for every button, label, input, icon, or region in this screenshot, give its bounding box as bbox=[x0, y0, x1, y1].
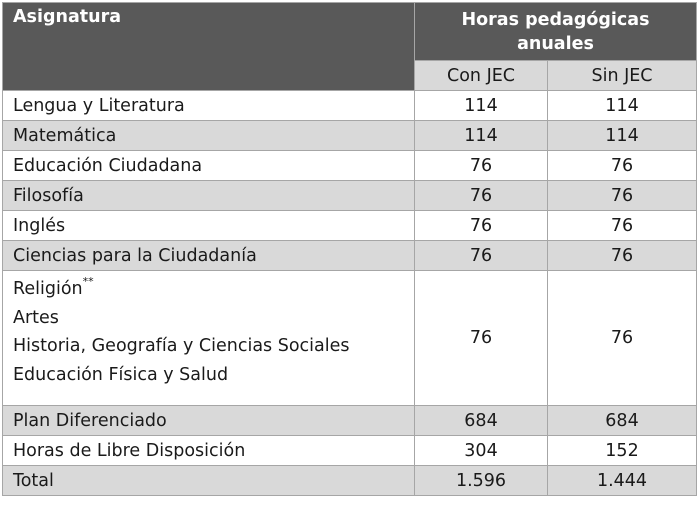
subject-cell: Educación Ciudadana bbox=[3, 151, 415, 181]
grouped-row bbox=[3, 271, 697, 406]
con-jec-header: Con JEC bbox=[415, 61, 548, 91]
header-row bbox=[3, 3, 697, 61]
con-jec-cell: 114 bbox=[415, 91, 548, 121]
subject-header: Asignatura bbox=[3, 3, 415, 91]
sin-jec-cell: 684 bbox=[548, 406, 697, 436]
sin-jec-cell: 114 bbox=[548, 121, 697, 151]
subject-cell: Plan Diferenciado bbox=[3, 406, 415, 436]
sin-jec-cell: 1.444 bbox=[548, 466, 697, 496]
table-row bbox=[3, 121, 697, 151]
con-jec-cell: 114 bbox=[415, 121, 548, 151]
subject-cell: Ciencias para la Ciudadanía bbox=[3, 241, 415, 271]
subject-cell: Filosofía bbox=[3, 181, 415, 211]
subject-cell: Inglés bbox=[3, 211, 415, 241]
total-row bbox=[3, 466, 697, 496]
table-row bbox=[3, 91, 697, 121]
sin-jec-cell: 76 bbox=[548, 241, 697, 271]
sin-jec-cell: 76 bbox=[548, 151, 697, 181]
religion-footnote-mark: ** bbox=[82, 275, 94, 289]
con-jec-cell: 684 bbox=[415, 406, 548, 436]
subject-cell: Matemática bbox=[3, 121, 415, 151]
table-row bbox=[3, 241, 697, 271]
hours-table bbox=[2, 2, 697, 496]
table-row bbox=[3, 181, 697, 211]
subject-cell: Horas de Libre Disposición bbox=[3, 436, 415, 466]
table-row bbox=[3, 211, 697, 241]
subject-line: Educación Física y Salud bbox=[13, 364, 229, 385]
con-jec-cell: 1.596 bbox=[415, 466, 548, 496]
con-jec-cell: 304 bbox=[415, 436, 548, 466]
con-jec-cell: 76 bbox=[415, 181, 548, 211]
con-jec-cell: 76 bbox=[415, 241, 548, 271]
sin-jec-cell: 76 bbox=[548, 211, 697, 241]
sin-jec-cell: 152 bbox=[548, 436, 697, 466]
subject-line: Religión** bbox=[13, 275, 94, 299]
table-row bbox=[3, 151, 697, 181]
sin-jec-header: Sin JEC bbox=[548, 61, 697, 91]
subject-cell: Lengua y Literatura bbox=[3, 91, 415, 121]
subject-line: Artes bbox=[13, 307, 59, 328]
hours-group-header: Horas pedagógicas anuales bbox=[415, 3, 697, 61]
table-row bbox=[3, 406, 697, 436]
grouped-subjects-cell bbox=[3, 271, 415, 406]
sin-jec-cell: 76 bbox=[548, 271, 697, 406]
con-jec-cell: 76 bbox=[415, 211, 548, 241]
con-jec-cell: 76 bbox=[415, 151, 548, 181]
sin-jec-cell: 114 bbox=[548, 91, 697, 121]
subject-line: Historia, Geografía y Ciencias Sociales bbox=[13, 336, 350, 356]
sin-jec-cell: 76 bbox=[548, 181, 697, 211]
table-row bbox=[3, 436, 697, 466]
subject-cell: Total bbox=[3, 466, 415, 496]
con-jec-cell: 76 bbox=[415, 271, 548, 406]
